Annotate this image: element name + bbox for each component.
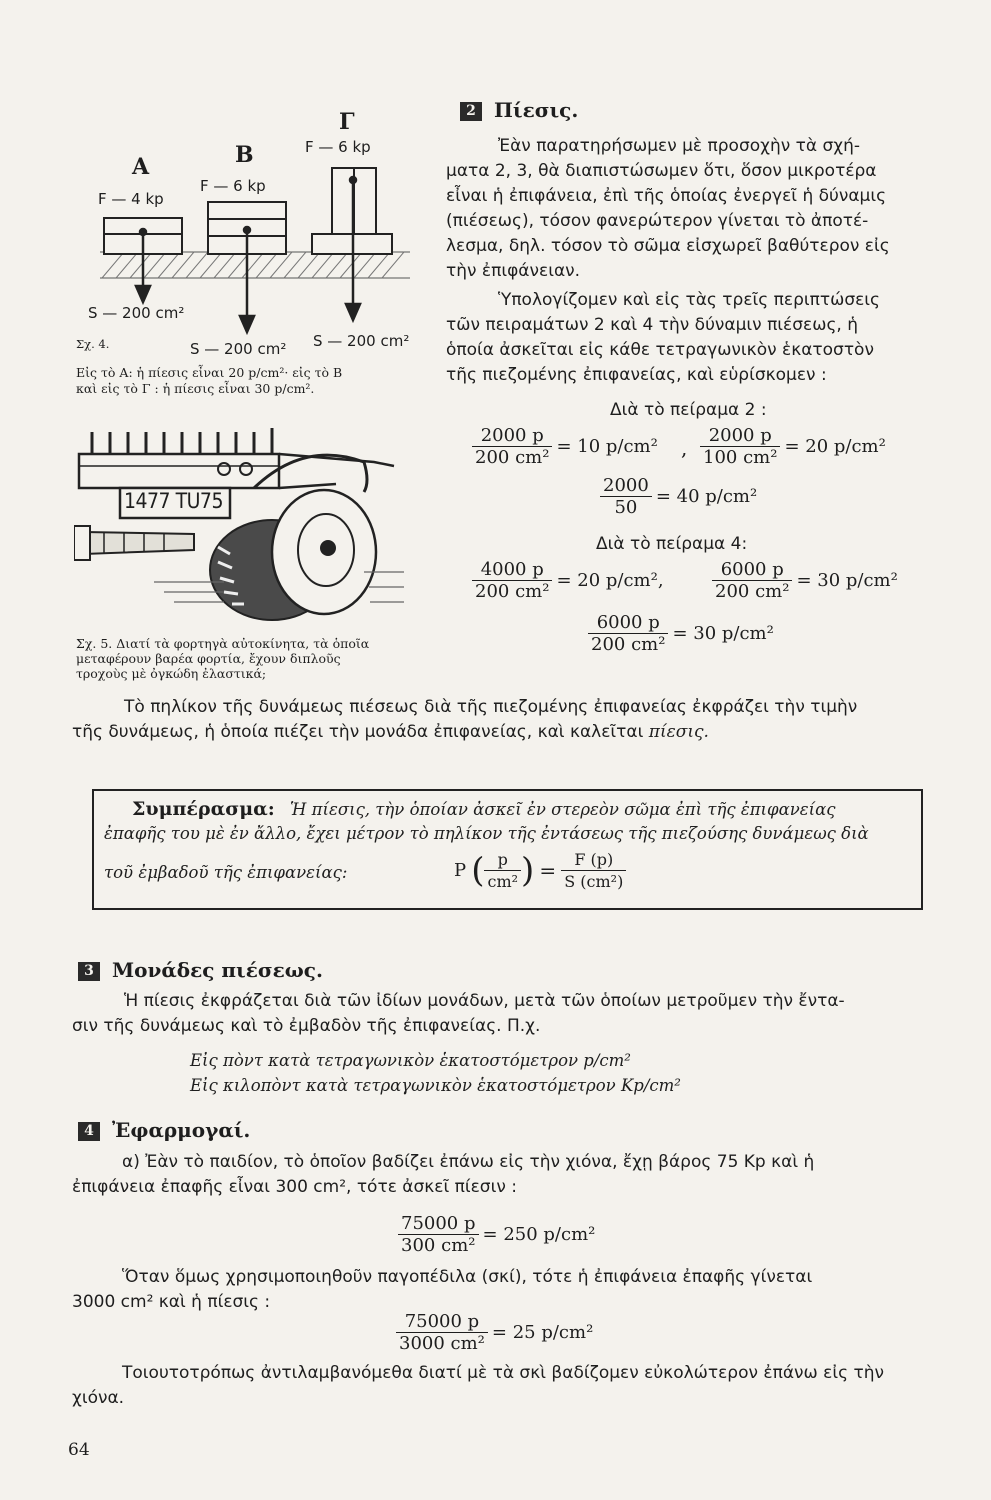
formula-unit-denominator: cm² [487,872,519,891]
formula-unit-numerator: p [484,849,521,871]
conclusion-paragraph [72,1361,944,1411]
fraction-denominator: 200 cm² [475,447,550,468]
experiment-2-formula-3 [600,475,757,518]
figure-4-label: Σχ. 4. [76,337,110,351]
experiment-4-formula-2 [712,559,898,602]
area-g-label: S — 200 cm² [313,332,410,350]
paragraph-line: λεσμα, δηλ. τόσον τὸ σῶμα εἰσχωρεῖ βαθύτερον εἰς [446,236,890,256]
section-4-number: 4 [78,1122,100,1141]
section-4-heading [78,1118,250,1142]
fraction-numerator: 6000 p [712,559,792,581]
fraction-denominator: 3000 cm² [399,1333,485,1354]
conclusion-line-1: Συμπέρασμα: Ἡ πίεσις, τὴν ὁποίαν ἀσκεῖ ἐν στερεὸν σῶμα ἐπὶ τῆς ἐπιφανείας [132,798,836,820]
unit-kp-per-cm2: Εἰς κιλοπὸντ κατὰ τετραγωνικὸν ἑκατοστόμετρον Kp/cm² [190,1076,681,1095]
unit-p-per-cm2: Εἰς πὸντ κατὰ τετραγωνικὸν ἑκατοστόμετρον p/cm² [190,1051,631,1070]
fraction-numerator: 6000 p [588,612,668,634]
force-a-label: F — 4 kp [98,190,164,208]
section-2-title: Πίεσις. [494,98,579,122]
figure-5-caption-line-1: Σχ. 5. Διατί τὰ φορτηγὰ αὐτοκίνητα, τὰ ὁποῖα [76,636,370,651]
paragraph-line: ἐπιφάνεια ἐπαφῆς εἶναι 300 cm², τότε ἀσκεῖ πίεσιν : [72,1177,517,1197]
paragraph-line: 3000 cm² καὶ ἡ πίεσις : [72,1292,271,1312]
section-3-paragraph [72,989,942,1039]
area-b-label: S — 200 cm² [190,340,287,358]
truck-drawing [74,422,404,627]
block-g-label: Γ [339,109,355,135]
experiment-2-formula-1 [472,425,658,468]
section-4-title: Ἐφαρμογαί. [112,1118,251,1142]
section-3-heading [78,958,323,982]
fraction-denominator: 200 cm² [715,581,790,602]
formula-denominator: S (cm²) [564,872,624,891]
paragraph-line: εἶναι ἡ ἐπιφάνεια, ἐπὶ τῆς ὁποίας ἐνεργεῖ ἡ δύναμις [446,186,887,206]
paragraph-line: Ἐὰν παρατηρήσωμεν μὲ προσοχὴν τὰ σχή- [498,136,860,156]
section-3-title: Μονάδες πιέσεως. [112,958,323,982]
fraction-numerator: 2000 p [472,425,552,447]
fraction-result: = 30 p/cm² [672,623,774,644]
fraction-numerator: 75000 p [396,1311,488,1333]
conclusion-heading: Συμπέρασμα: [132,798,275,820]
section-2-paragraph-1 [446,134,939,284]
example-a-paragraph [72,1150,944,1200]
formula-numerator: F (p) [561,849,626,871]
definition-line-1: Τὸ πηλίκον τῆς δυνάμεως πιέσεως διὰ τῆς πιεζομένης ἐπιφανείας ἐκφράζει τὴν τιμὴν [124,697,858,717]
fraction-result: = 10 p/cm² [556,436,658,457]
fraction-denominator: 300 cm² [401,1235,476,1256]
fraction-result: = 40 p/cm² [655,486,758,507]
fraction-result: = 30 p/cm² [796,570,898,591]
figure-5-caption-line-3: τροχοὺς μὲ ὀγκώδη ἐλαστικά; [76,666,267,681]
block-a-label: A [132,154,150,180]
paragraph-line: χιόνα. [72,1388,125,1408]
term-pressure: πίεσις. [648,722,709,742]
fraction-numerator: 2000 [600,475,652,497]
paragraph-line: Ὑπολογίζομεν καὶ εἰς τὰς τρεῖς περιπτώσεις [498,290,881,310]
page-number: 64 [68,1440,90,1460]
experiment-2-formula-2 [700,425,886,468]
fraction-numerator: 4000 p [472,559,552,581]
section-2-paragraph-2 [446,288,939,388]
figure-4-caption-line-2: καὶ εἰς τὸ Γ : ἡ πίεσις εἶναι 30 p/cm². [76,381,315,396]
fraction-denominator: 50 [614,497,638,518]
definition-line-2: τῆς δυνάμεως, ἡ ὁποία πιέζει τὴν μονάδα ἐπιφανείας, καὶ καλεῖται πίεσις. [72,722,709,742]
example-a-formula [398,1213,595,1256]
conclusion-box [92,789,923,910]
formula-symbol: P [454,860,467,881]
example-b-paragraph [72,1265,944,1315]
paragraph-line: σιν τῆς δυνάμεως καὶ τὸ ἐμβαδὸν τῆς ἐπιφανείας. Π.χ. [72,1016,541,1036]
experiment-4-formula-1 [472,559,664,602]
fraction-numerator: 75000 p [398,1213,479,1235]
paragraph-line: α) Ἐὰν τὸ παιδίον, τὸ ὁποῖον βαδίζει ἐπάνω εἰς τὴν χιόνα, ἔχῃ βάρος 75 Kp καὶ ἡ [122,1152,815,1172]
fraction-result: = 20 p/cm² [784,436,886,457]
force-b-label: F — 6 kp [200,177,266,195]
fraction-denominator: 200 cm² [475,581,550,602]
pressure-formula: P ( $\frac{p}{\text{cm²}}$ ) = $\frac{F (p)}{\text{S (cm²)}}$ [454,849,626,892]
comma-separator: , [681,436,688,460]
paragraph-line: Ὅταν ὅμως χρησιμοποιηθοῦν παγοπέδιλα (σκί), τότε ἡ ἐπιφάνεια ἐπαφῆς γίνεται [122,1267,813,1287]
paragraph-line: ματα 2, 3, θὰ διαπιστώσωμεν ὅτι, ὅσον μικροτέρα [446,161,877,181]
experiment-4-label: Διὰ τὸ πείραμα 4: [596,534,748,554]
force-g-label: F — 6 kp [305,138,371,156]
conclusion-line-2: ἐπαφῆς του μὲ ἐν ἄλλο, ἔχει μέτρον τὸ πηλίκον τῆς ἐντάσεως τῆς πιεζούσης δυνάμεως διὰ [104,824,869,843]
experiment-2-label: Διὰ τὸ πείραμα 2 : [610,400,767,420]
figure-4-caption-line-1: Εἰς τὸ Α: ἡ πίεσις εἶναι 20 p/cm²· εἰς τὸ Β [76,365,343,380]
figure-5-caption-line-2: μεταφέρουν βαρέα φορτία, ἔχουν διπλοῦς [76,651,341,666]
example-b-formula [396,1311,593,1354]
section-3-number: 3 [78,962,100,981]
fraction-result: = 20 p/cm², [556,570,664,591]
block-b-label: B [235,142,254,168]
paragraph-line: ὁποία ἀσκεῖται εἰς κάθε τετραγωνικὸν ἑκατοστὸν [446,340,874,360]
fraction-result: = 250 p/cm² [482,1224,596,1245]
paragraph-line: Τοιουτοτρόπως ἀντιλαμβανόμεθα διατί μὲ τὰ σκὶ βαδίζομεν εὐκολώτερον ἐπάνω εἰς τὴν [122,1363,884,1383]
fraction-numerator: 2000 p [700,425,780,447]
fraction-denominator: 200 cm² [591,634,666,655]
fraction-result: = 25 p/cm² [491,1322,594,1343]
paragraph-line: τῆς πιεζομένης ἐπιφανείας, καὶ εὑρίσκομεν : [446,365,827,385]
experiment-4-formula-3 [588,612,774,655]
paragraph-line: τῶν πειραμάτων 2 καὶ 4 τὴν δύναμιν πιέσεως, ἡ [446,315,859,335]
paragraph-line: Ἡ πίεσις ἐκφράζεται διὰ τῶν ἰδίων μονάδων, μετὰ τῶν ὁποίων μετροῦμεν τὴν ἔντα- [124,991,845,1011]
section-2-heading [460,98,578,122]
fraction-denominator: 100 cm² [703,447,778,468]
definition-paragraph [72,695,942,745]
area-a-label: S — 200 cm² [88,304,185,322]
paragraph-line: (πιέσεως), τόσον φανερώτερον γίνεται τὸ ἀποτέ- [446,211,869,231]
section-2-number: 2 [460,102,482,121]
paragraph-line: τὴν ἐπιφάνειαν. [446,261,581,281]
conclusion-line-3: τοῦ ἐμβαδοῦ τῆς ἐπιφανείας: [104,863,348,882]
license-plate: 1477 TU75 [124,489,223,513]
